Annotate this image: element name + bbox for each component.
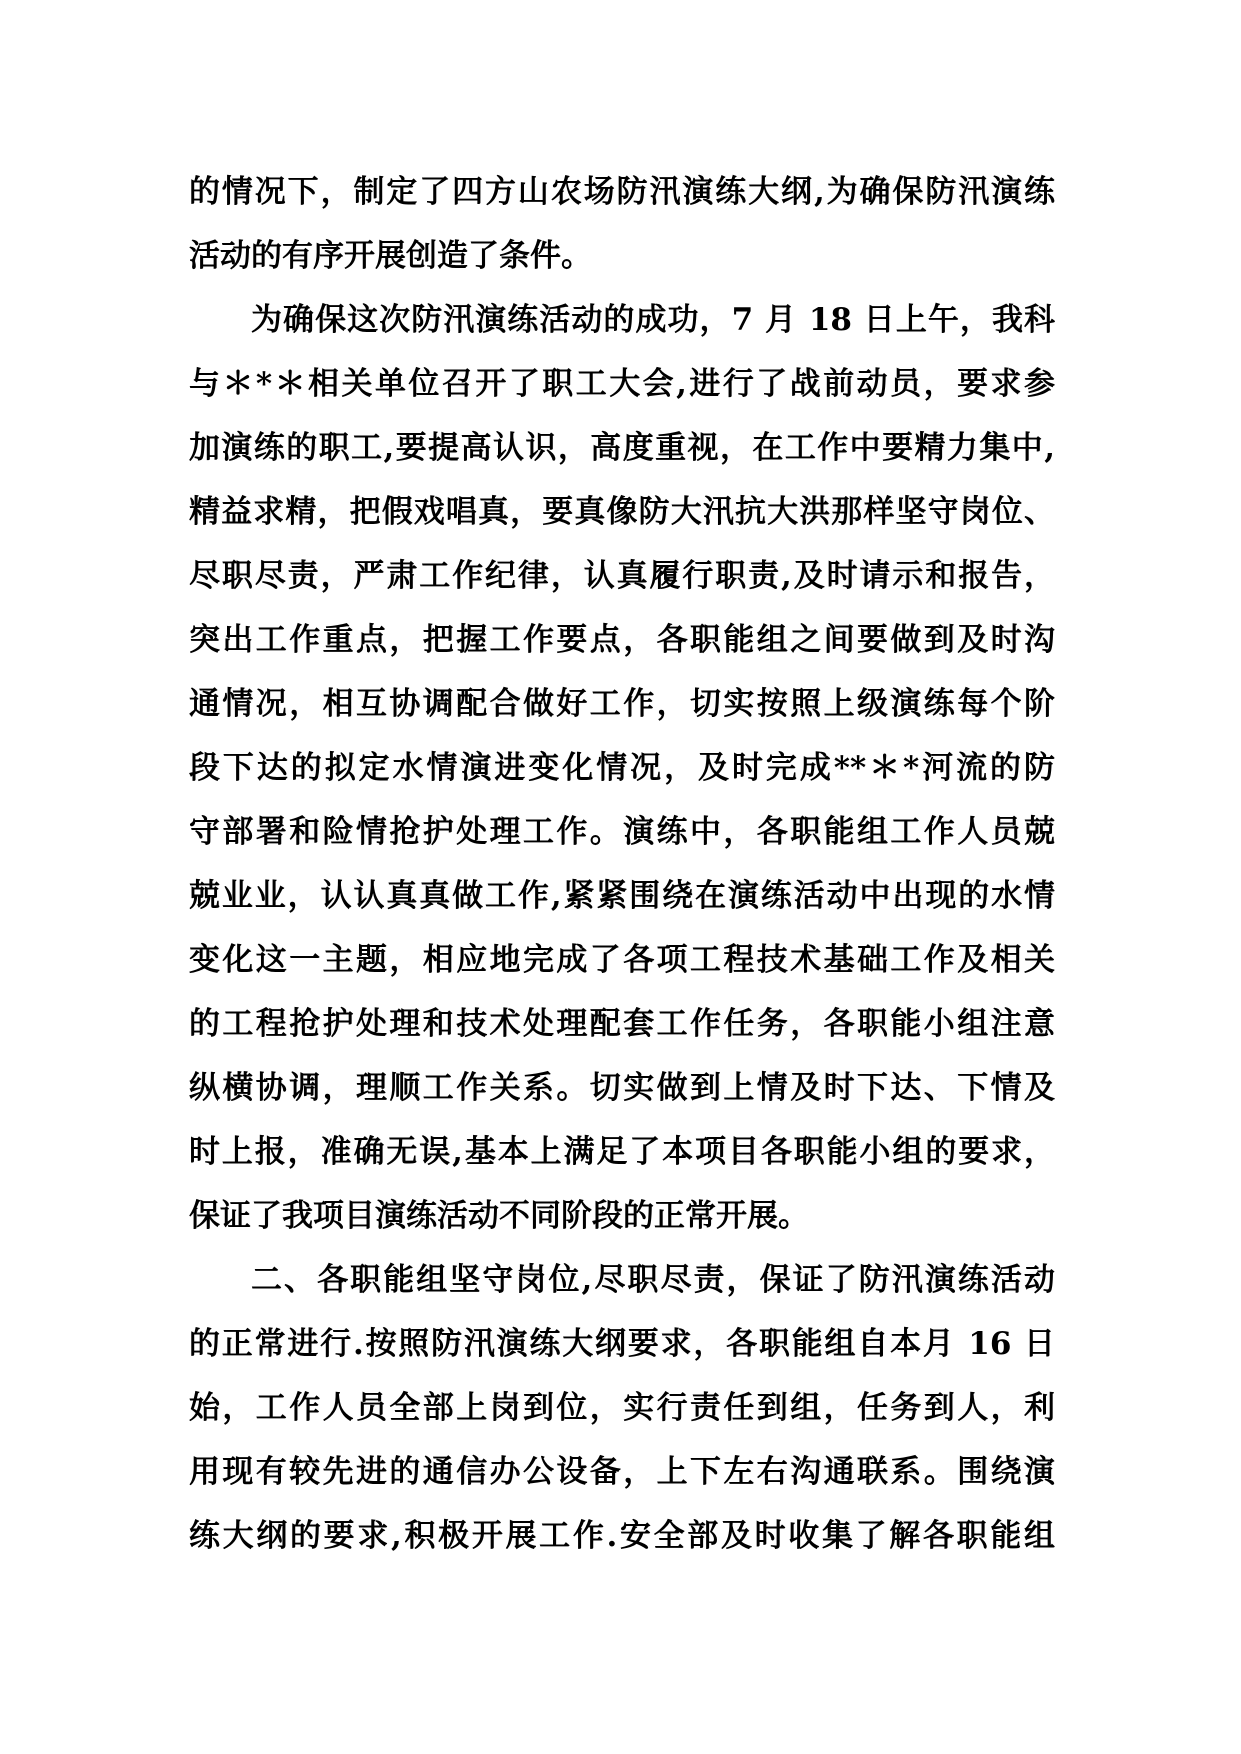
text-line: 突出工作重点，把握工作要点，各职能组之间要做到及时沟 [189, 622, 1055, 658]
text-line: 始，工作人员全部上岗到位，实行责任到组，任务到人，利 [189, 1390, 1055, 1426]
text-line: 二、各职能组坚守岗位,尽职尽责，保证了防汛演练活动 [251, 1262, 1055, 1298]
text-line: 兢业业，认认真真做工作,紧紧围绕在演练活动中出现的水情 [189, 878, 1055, 914]
text-line: 与＊*＊相关单位召开了职工大会,进行了战前动员，要求参 [189, 366, 1055, 402]
text-line: 变化这一主题，相应地完成了各项工程技术基础工作及相关 [189, 942, 1055, 978]
text-line: 守部署和险情抢护处理工作。演练中，各职能组工作人员兢 [189, 814, 1055, 850]
text-line: 保证了我项目演练活动不同阶段的正常开展。 [189, 1198, 809, 1234]
text-line: 纵横协调，理顺工作关系。切实做到上情及时下达、下情及 [189, 1070, 1055, 1106]
text-line: 尽职尽责，严肃工作纪律，认真履行职责,及时请示和报告， [189, 558, 1055, 594]
text-line: 活动的有序开展创造了条件。 [189, 238, 592, 274]
text-line: 的工程抢护处理和技术处理配套工作任务，各职能小组注意 [189, 1006, 1055, 1042]
text-line: 加演练的职工,要提高认识，高度重视，在工作中要精力集中, [189, 430, 1055, 466]
text-line: 为确保这次防汛演练活动的成功，7 月 18 日上午，我科 [251, 302, 1055, 338]
text-line: 时上报，准确无误,基本上满足了本项目各职能小组的要求， [189, 1134, 1055, 1170]
text-line: 练大纲的要求,积极开展工作.安全部及时收集了解各职能组 [189, 1518, 1055, 1554]
document-body [189, 160, 1055, 1568]
text-line: 的情况下，制定了四方山农场防汛演练大纲,为确保防汛演练 [189, 174, 1055, 210]
text-line: 精益求精，把假戏唱真，要真像防大汛抗大洪那样坚守岗位、 [189, 494, 1055, 530]
text-line: 段下达的拟定水情演进变化情况，及时完成**＊*河流的防 [189, 750, 1055, 786]
text-line: 用现有较先进的通信办公设备，上下左右沟通联系。围绕演 [189, 1454, 1055, 1490]
text-line: 的正常进行.按照防汛演练大纲要求，各职能组自本月 16 日 [189, 1326, 1055, 1362]
text-line: 通情况，相互协调配合做好工作，切实按照上级演练每个阶 [189, 686, 1055, 722]
